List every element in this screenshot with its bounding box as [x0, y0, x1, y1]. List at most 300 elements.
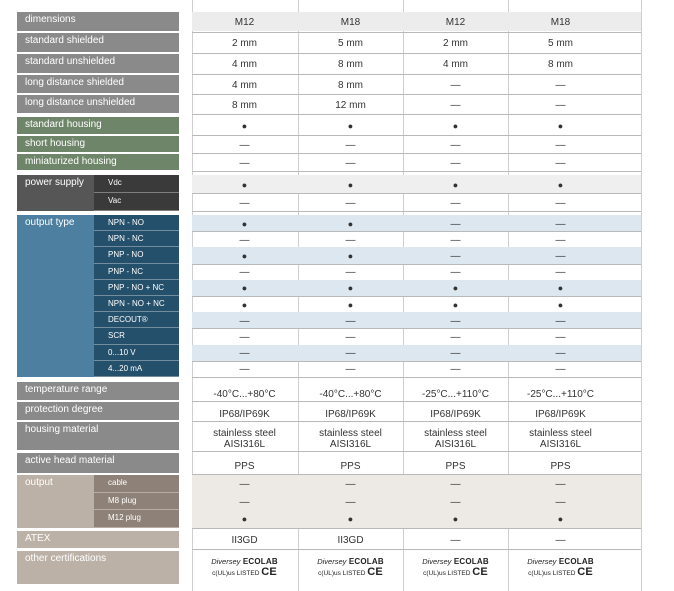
- output-type-value: [299, 316, 402, 327]
- cell-text: PPS: [550, 460, 571, 472]
- atex-value: [193, 535, 296, 546]
- row-divider: [192, 32, 641, 33]
- cell-text: —: [450, 535, 461, 546]
- cell-text: —: [239, 332, 250, 343]
- cell-text: —: [345, 139, 356, 151]
- power-supply-sub: Vdc: [94, 175, 179, 193]
- spec-value: [404, 158, 507, 169]
- output-value: [404, 479, 507, 490]
- output-type-value: [509, 251, 612, 262]
- ul-listed-icon: c(UL)us LISTED: [423, 570, 473, 577]
- output-type-value: [404, 267, 507, 278]
- row-divider: [192, 53, 641, 54]
- output-type-value: [404, 219, 507, 230]
- certification-logos: [299, 556, 402, 579]
- cell-text: —: [555, 139, 566, 151]
- cell-text: II3GD: [337, 535, 364, 546]
- cell-text: —: [450, 157, 461, 169]
- cell-text: —: [345, 332, 356, 343]
- output-type-value: [404, 300, 507, 311]
- spec-value: [299, 409, 402, 420]
- output-type-value: [404, 316, 507, 327]
- spec-value: [299, 461, 402, 472]
- output-type-value: [193, 283, 296, 294]
- cell-text: —: [555, 267, 566, 279]
- cell-text: ●: [452, 283, 459, 294]
- spec-value: [299, 140, 402, 151]
- certification-logos: [509, 556, 612, 579]
- ecolab-logo: ECOLAB: [556, 557, 594, 566]
- cell-text: —: [239, 496, 250, 508]
- output-type-value: [193, 348, 296, 359]
- output-value: [509, 497, 612, 508]
- cell-text: PPS: [234, 460, 255, 472]
- row-divider: [192, 296, 641, 297]
- cell-text: —: [239, 157, 250, 169]
- output-type-value: [509, 267, 612, 278]
- cell-text: M12: [445, 17, 466, 28]
- cell-text: —: [450, 364, 461, 376]
- atex-label: ATEX: [17, 531, 179, 548]
- row-label: dimensions: [17, 12, 179, 31]
- cell-text: —: [555, 364, 566, 376]
- cell-text: —: [239, 315, 250, 327]
- spec-value: [299, 158, 402, 169]
- cell-text: —: [450, 234, 461, 246]
- row-label: active head material: [17, 453, 179, 473]
- cell-text: —: [450, 348, 461, 360]
- row-label: miniaturized housing: [17, 154, 179, 170]
- spec-value: [404, 140, 507, 151]
- ce-mark-icon: CE: [577, 566, 593, 578]
- cell-text: -25°C...+110°C: [526, 388, 594, 400]
- row-divider: [192, 231, 641, 232]
- cell-text: ●: [241, 251, 248, 261]
- cell-text: —: [555, 535, 566, 546]
- spec-value: [299, 428, 402, 450]
- power-value: [299, 198, 402, 209]
- spec-value: [193, 59, 296, 70]
- cell-text: ●: [241, 283, 248, 294]
- output-type-value: [509, 219, 612, 230]
- output-value: [299, 479, 402, 490]
- output-value: [193, 479, 296, 490]
- output-type-sub: 0...10 V: [94, 345, 179, 361]
- ul-ce-logo: [404, 567, 507, 579]
- certification-logos: [404, 556, 507, 579]
- cell-text: 12 mm: [335, 99, 366, 111]
- output-type-value: [193, 364, 296, 375]
- spec-value: [509, 140, 612, 151]
- spec-value: [509, 17, 612, 28]
- cell-text: AISI316L: [329, 439, 372, 450]
- cell-text: ●: [347, 179, 354, 190]
- row-label: temperature range: [17, 382, 179, 400]
- spec-value: [193, 140, 296, 151]
- output-type-value: [299, 219, 402, 230]
- output-type-value: [193, 316, 296, 327]
- row-divider: [192, 528, 641, 529]
- spec-value: [404, 428, 507, 450]
- output-value: [404, 497, 507, 508]
- cell-text: —: [239, 364, 250, 376]
- row-divider: [192, 153, 641, 154]
- spec-value: [509, 59, 612, 70]
- output-value: [299, 514, 402, 525]
- power-value: [404, 180, 507, 191]
- cell-text: 2 mm: [232, 38, 257, 49]
- spec-value: [299, 17, 402, 28]
- cell-text: —: [450, 496, 461, 508]
- diversey-ecolab-logo: [299, 556, 402, 567]
- output-sub: cable: [94, 475, 179, 493]
- cell-text: IP68/IP69K: [219, 408, 270, 420]
- output-type-label: output type: [17, 215, 179, 377]
- cell-text: 8 mm: [232, 99, 257, 111]
- output-type-value: [404, 348, 507, 359]
- cell-text: AISI316L: [539, 439, 582, 450]
- output-value: [193, 497, 296, 508]
- spec-value: [299, 59, 402, 70]
- row-label: long distance shielded: [17, 75, 179, 93]
- ecolab-logo: ECOLAB: [240, 557, 278, 566]
- cell-text: ●: [557, 299, 564, 310]
- output-type-value: [509, 364, 612, 375]
- output-type-value: [404, 251, 507, 262]
- ce-mark-icon: CE: [261, 566, 277, 578]
- cell-text: —: [555, 332, 566, 343]
- spec-value: [299, 121, 402, 132]
- spec-value: [193, 158, 296, 169]
- output-type-value: [193, 251, 296, 262]
- cell-text: ●: [347, 514, 354, 525]
- cell-text: —: [239, 139, 250, 151]
- cell-text: IP68/IP69K: [430, 408, 481, 420]
- cell-text: —: [345, 197, 356, 209]
- cell-text: IP68/IP69K: [325, 408, 376, 420]
- row-divider: [192, 549, 641, 550]
- row-divider: [192, 74, 641, 75]
- cell-text: —: [450, 267, 461, 279]
- cell-text: -25°C...+110°C: [421, 388, 489, 400]
- output-type-value: [299, 300, 402, 311]
- output-type-value: [299, 364, 402, 375]
- row-label: housing material: [17, 422, 179, 450]
- spec-value: [509, 38, 612, 49]
- cell-text: —: [345, 496, 356, 508]
- spec-value: [509, 158, 612, 169]
- cell-text: —: [555, 496, 566, 508]
- cell-text: ●: [347, 121, 354, 131]
- cell-text: —: [555, 157, 566, 169]
- output-type-value: [509, 332, 612, 343]
- output-type-value: [299, 283, 402, 294]
- spec-value: [299, 100, 402, 111]
- cell-text: stainless steel: [319, 428, 382, 439]
- ecolab-logo: ECOLAB: [346, 557, 384, 566]
- row-divider: [192, 193, 641, 194]
- output-type-value: [509, 235, 612, 246]
- power-supply-sub: Vac: [94, 193, 179, 211]
- spec-value: [404, 409, 507, 420]
- output-type-value: [404, 235, 507, 246]
- row-divider: [192, 361, 641, 362]
- row-divider: [192, 421, 641, 422]
- cell-text: —: [345, 267, 356, 279]
- cell-text: II3GD: [231, 535, 258, 546]
- output-value: [509, 514, 612, 525]
- output-type-sub: NPN - NC: [94, 231, 179, 247]
- cell-text: ●: [241, 514, 248, 525]
- cell-text: ●: [557, 179, 564, 190]
- ul-ce-logo: [193, 567, 296, 579]
- row-divider: [192, 328, 641, 329]
- spec-value: [193, 100, 296, 111]
- cell-text: ●: [452, 299, 459, 310]
- output-type-value: [509, 316, 612, 327]
- cell-text: IP68/IP69K: [535, 408, 586, 420]
- ce-mark-icon: CE: [472, 566, 488, 578]
- cell-text: —: [450, 251, 461, 262]
- row-divider: [192, 171, 641, 172]
- spec-value: [404, 461, 507, 472]
- cell-text: —: [555, 348, 566, 360]
- diversey-logo: Diversey: [527, 557, 557, 566]
- cell-text: —: [239, 479, 250, 491]
- cell-text: ●: [557, 283, 564, 294]
- spec-value: [193, 389, 296, 400]
- spec-value: [193, 428, 296, 450]
- output-value: [404, 514, 507, 525]
- ce-mark-icon: CE: [367, 566, 383, 578]
- ul-listed-icon: c(UL)us LISTED: [212, 570, 262, 577]
- cell-text: —: [450, 139, 461, 151]
- row-label: standard unshielded: [17, 54, 179, 73]
- spec-value: [509, 461, 612, 472]
- output-type-sub: SCR: [94, 328, 179, 344]
- cell-text: —: [239, 234, 250, 246]
- cell-text: ●: [452, 121, 459, 131]
- row-divider: [192, 401, 641, 402]
- row-label: long distance unshielded: [17, 95, 179, 113]
- spec-value: [404, 100, 507, 111]
- diversey-ecolab-logo: [509, 556, 612, 567]
- cell-text: 5 mm: [338, 38, 363, 49]
- spec-value: [404, 389, 507, 400]
- ul-ce-logo: [299, 567, 402, 579]
- cell-text: 5 mm: [548, 38, 573, 49]
- output-type-sub: DECOUT®: [94, 312, 179, 328]
- output-type-value: [299, 235, 402, 246]
- cell-text: —: [345, 157, 356, 169]
- cell-text: ●: [452, 179, 459, 190]
- cell-text: PPS: [340, 460, 361, 472]
- diversey-ecolab-logo: [193, 556, 296, 567]
- cell-text: 8 mm: [338, 79, 363, 91]
- cell-text: —: [345, 364, 356, 376]
- spec-value: [404, 38, 507, 49]
- cell-text: —: [450, 197, 461, 209]
- row-divider: [192, 377, 641, 378]
- cell-text: —: [239, 197, 250, 209]
- spec-value: [404, 17, 507, 28]
- output-type-sub: PNP - NO + NC: [94, 280, 179, 296]
- output-sub: M12 plug: [94, 510, 179, 528]
- spec-value: [193, 121, 296, 132]
- spec-value: [404, 121, 507, 132]
- diversey-logo: Diversey: [211, 557, 241, 566]
- row-label: short housing: [17, 136, 179, 152]
- diversey-ecolab-logo: [404, 556, 507, 567]
- power-value: [509, 180, 612, 191]
- spec-value: [404, 59, 507, 70]
- cell-text: —: [555, 251, 566, 262]
- cell-text: stainless steel: [529, 428, 592, 439]
- row-divider: [192, 114, 641, 115]
- cell-text: ●: [452, 514, 459, 525]
- output-type-value: [299, 251, 402, 262]
- cell-text: AISI316L: [434, 439, 477, 450]
- spec-value: [509, 100, 612, 111]
- spec-value: [509, 389, 612, 400]
- cell-text: M18: [550, 17, 571, 28]
- row-divider: [192, 451, 641, 452]
- output-label: output: [17, 475, 179, 528]
- cell-text: stainless steel: [213, 428, 276, 439]
- output-value: [193, 514, 296, 525]
- certification-logos: [193, 556, 296, 579]
- spec-value: [509, 80, 612, 91]
- cell-text: —: [345, 315, 356, 327]
- spec-value: [509, 409, 612, 420]
- ecolab-logo: ECOLAB: [451, 557, 489, 566]
- output-type-value: [299, 332, 402, 343]
- cell-text: —: [450, 479, 461, 491]
- spec-value: [299, 80, 402, 91]
- diversey-logo: Diversey: [422, 557, 452, 566]
- ul-listed-icon: c(UL)us LISTED: [318, 570, 368, 577]
- spec-value: [193, 461, 296, 472]
- output-type-value: [404, 332, 507, 343]
- power-value: [193, 198, 296, 209]
- row-label: standard shielded: [17, 33, 179, 52]
- row-label: standard housing: [17, 117, 179, 134]
- output-type-value: [193, 235, 296, 246]
- cell-text: stainless steel: [424, 428, 487, 439]
- output-sub: M8 plug: [94, 493, 179, 511]
- cell-text: —: [345, 348, 356, 360]
- output-type-sub: 4...20 mA: [94, 361, 179, 377]
- cell-text: —: [555, 315, 566, 327]
- output-type-value: [193, 219, 296, 230]
- ul-ce-logo: [509, 567, 612, 579]
- output-type-sub: PNP - NO: [94, 247, 179, 263]
- power-value: [509, 198, 612, 209]
- cell-text: 8 mm: [338, 59, 363, 70]
- output-type-value: [193, 332, 296, 343]
- spec-value: [193, 38, 296, 49]
- spec-value: [193, 409, 296, 420]
- cell-text: —: [555, 197, 566, 209]
- cell-text: —: [239, 267, 250, 279]
- cell-text: ●: [241, 179, 248, 190]
- cell-text: —: [555, 218, 566, 230]
- cell-text: —: [450, 99, 461, 111]
- cell-text: 2 mm: [443, 38, 468, 49]
- output-type-value: [509, 300, 612, 311]
- output-type-sub: NPN - NO + NC: [94, 296, 179, 312]
- output-value: [509, 479, 612, 490]
- spec-value: [509, 428, 612, 450]
- column-divider: [641, 0, 642, 591]
- output-type-value: [299, 348, 402, 359]
- cell-text: ●: [241, 299, 248, 310]
- cell-text: —: [450, 332, 461, 343]
- power-value: [193, 180, 296, 191]
- row-divider: [192, 135, 641, 136]
- cell-text: —: [239, 348, 250, 360]
- atex-value: [404, 535, 507, 546]
- cell-text: —: [555, 99, 566, 111]
- cell-text: ●: [347, 251, 354, 261]
- spec-value: [193, 17, 296, 28]
- output-type-sub: PNP - NC: [94, 264, 179, 280]
- output-type-value: [509, 348, 612, 359]
- cell-text: 4 mm: [232, 79, 257, 91]
- row-divider: [192, 264, 641, 265]
- output-type-value: [193, 300, 296, 311]
- cell-text: ●: [241, 121, 248, 131]
- spec-value: [404, 80, 507, 91]
- cell-text: AISI316L: [223, 439, 266, 450]
- cell-text: PPS: [445, 460, 466, 472]
- spec-value: [299, 38, 402, 49]
- power-value: [404, 198, 507, 209]
- row-label: protection degree: [17, 402, 179, 420]
- cell-text: —: [345, 234, 356, 246]
- cell-text: —: [555, 234, 566, 246]
- output-value: [299, 497, 402, 508]
- output-type-value: [299, 267, 402, 278]
- cell-text: —: [450, 315, 461, 327]
- cell-text: 4 mm: [443, 59, 468, 70]
- power-value: [299, 180, 402, 191]
- cell-text: ●: [347, 218, 354, 229]
- diversey-logo: Diversey: [317, 557, 347, 566]
- cell-text: -40°C...+80°C: [213, 388, 276, 400]
- cell-text: —: [450, 79, 461, 91]
- spec-value: [509, 121, 612, 132]
- cell-text: ●: [241, 218, 248, 229]
- cell-text: —: [555, 479, 566, 491]
- output-type-sub: NPN - NO: [94, 215, 179, 231]
- cell-text: —: [345, 479, 356, 491]
- cell-text: ●: [557, 514, 564, 525]
- cell-text: —: [555, 79, 566, 91]
- other-certifications-label: other certifications: [17, 551, 179, 584]
- cell-text: ●: [347, 299, 354, 310]
- cell-text: -40°C...+80°C: [319, 388, 382, 400]
- output-type-value: [193, 267, 296, 278]
- cell-text: ●: [347, 283, 354, 294]
- ul-listed-icon: c(UL)us LISTED: [528, 570, 578, 577]
- row-divider: [192, 211, 641, 212]
- output-type-value: [509, 283, 612, 294]
- cell-text: 4 mm: [232, 59, 257, 70]
- row-divider: [192, 94, 641, 95]
- atex-value: [509, 535, 612, 546]
- spec-value: [193, 80, 296, 91]
